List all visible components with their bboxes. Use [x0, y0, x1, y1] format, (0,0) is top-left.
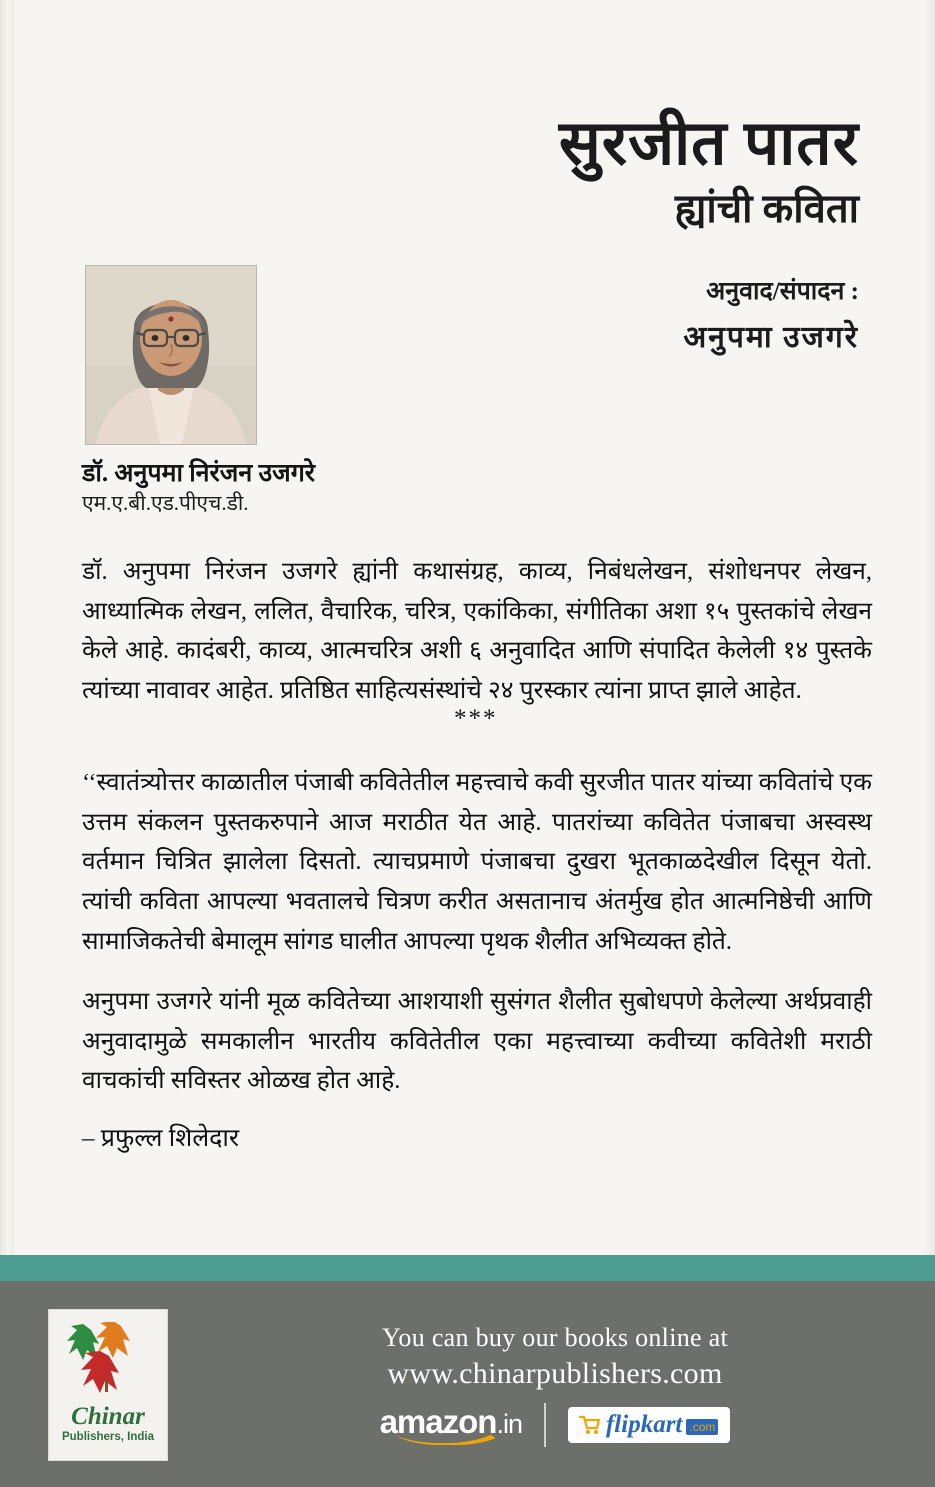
credit-role-label: अनुवाद/संपादन :	[706, 278, 859, 306]
section-separator: ***	[454, 705, 498, 732]
store-divider	[544, 1403, 546, 1447]
credit-translator-name: अनुपमा उजगरे	[683, 321, 859, 355]
publisher-logo-name: Chinar	[71, 1403, 145, 1430]
cover-content-area	[14, 0, 923, 1255]
amazon-logo[interactable]	[379, 1402, 522, 1446]
chinar-leaf-icon	[49, 1322, 167, 1401]
book-title: सुरजीत पातर	[558, 110, 859, 178]
teal-accent-band	[0, 1255, 935, 1281]
flipkart-tld: .com	[686, 1419, 718, 1435]
review-paragraph-1: ‘‘स्वातंत्र्योत्तर काळातील पंजाबी कवितेतील महत्त्वाचे कवी सुरजीत पातर यांच्या कवितांचे एक उत्तम संकलन पुस्तकरुपाने आज मराठीत येत आहे. पातरांच्या कवितेत पंजाबचा अस्वस्थ वर्तमान चित्रित झालेला दिसतो. त्याचप्रमाणे पंजाबचा दुखरा भूतकाळदेखील दिसून येतो. त्यांची कविता आपल्या भवतालचे चित्रण करीत असतानाच अंतर्मुख होत आत्मनिष्ठेची आणि सामाजिकतेची बेमालूम सांगड घालीत आपल्या पृथक शैलीत अभिव्यक्त होते.	[82, 769, 872, 955]
author-name: डॉ. अनुपमा निरंजन उजगरे	[82, 460, 316, 487]
shopping-cart-icon	[578, 1413, 602, 1437]
title-block	[299, 112, 859, 356]
review-paragraph-2: अनुपमा उजगरे यांनी मूळ कवितेच्या आशयाशी सुसंगत शैलीत सुबोधपणे केलेल्या अर्थप्रवाही अनुवादामुळे समकालीन भारतीय कवितेतील एका महत्त्वाच्या कवीच्या कवितेशी मराठी वाचकांची सविस्तर ओळख होत आहे.	[82, 988, 872, 1095]
amazon-tld: .in	[496, 1408, 522, 1439]
author-portrait-illustration	[86, 266, 256, 444]
publisher-logo-subtitle: Publishers, India	[61, 1431, 155, 1443]
publisher-website-url[interactable]: www.chinarpublishers.com	[387, 1357, 723, 1390]
author-bio-paragraph: डॉ. अनुपमा निरंजन उजगरे ह्यांनी कथासंग्रह, काव्य, निबंधलेखन, संशोधनपर लेखन, आध्यात्मिक लेखन, ललित, वैचारिक, चरित्र, एकांकिका, संगीतिका अशा १५ पुस्तकांचे लेखन केले आहे. कादंबरी, काव्य, आत्मचरित्र अशी ६ अनुवादित आणि संपादित केलेली १४ पुस्तके त्यांच्या नावावर आहेत. प्रतिष्ठित साहित्यसंस्थांचे २४ पुरस्कार त्यांना प्राप्त झाले आहेत.	[82, 558, 872, 705]
author-photo	[85, 265, 257, 445]
review-attribution: – प्रफुल्ल शिलेदार	[82, 1125, 240, 1152]
online-store-row	[225, 1403, 885, 1447]
flipkart-logo[interactable]	[568, 1407, 730, 1443]
buy-online-text	[225, 1323, 885, 1391]
amazon-smile-icon	[386, 1433, 506, 1445]
flipkart-wordmark: flipkart	[605, 1411, 683, 1438]
author-degrees: एम.ए.बी.एड.पीएच.डी.	[82, 491, 249, 515]
publisher-logo	[48, 1309, 168, 1461]
publisher-footer	[0, 1281, 935, 1487]
book-subtitle: ह्यांची कविता	[674, 186, 859, 232]
amazon-wordmark: amazon	[379, 1402, 497, 1440]
buy-online-line-1: You can buy our books online at	[381, 1323, 729, 1352]
